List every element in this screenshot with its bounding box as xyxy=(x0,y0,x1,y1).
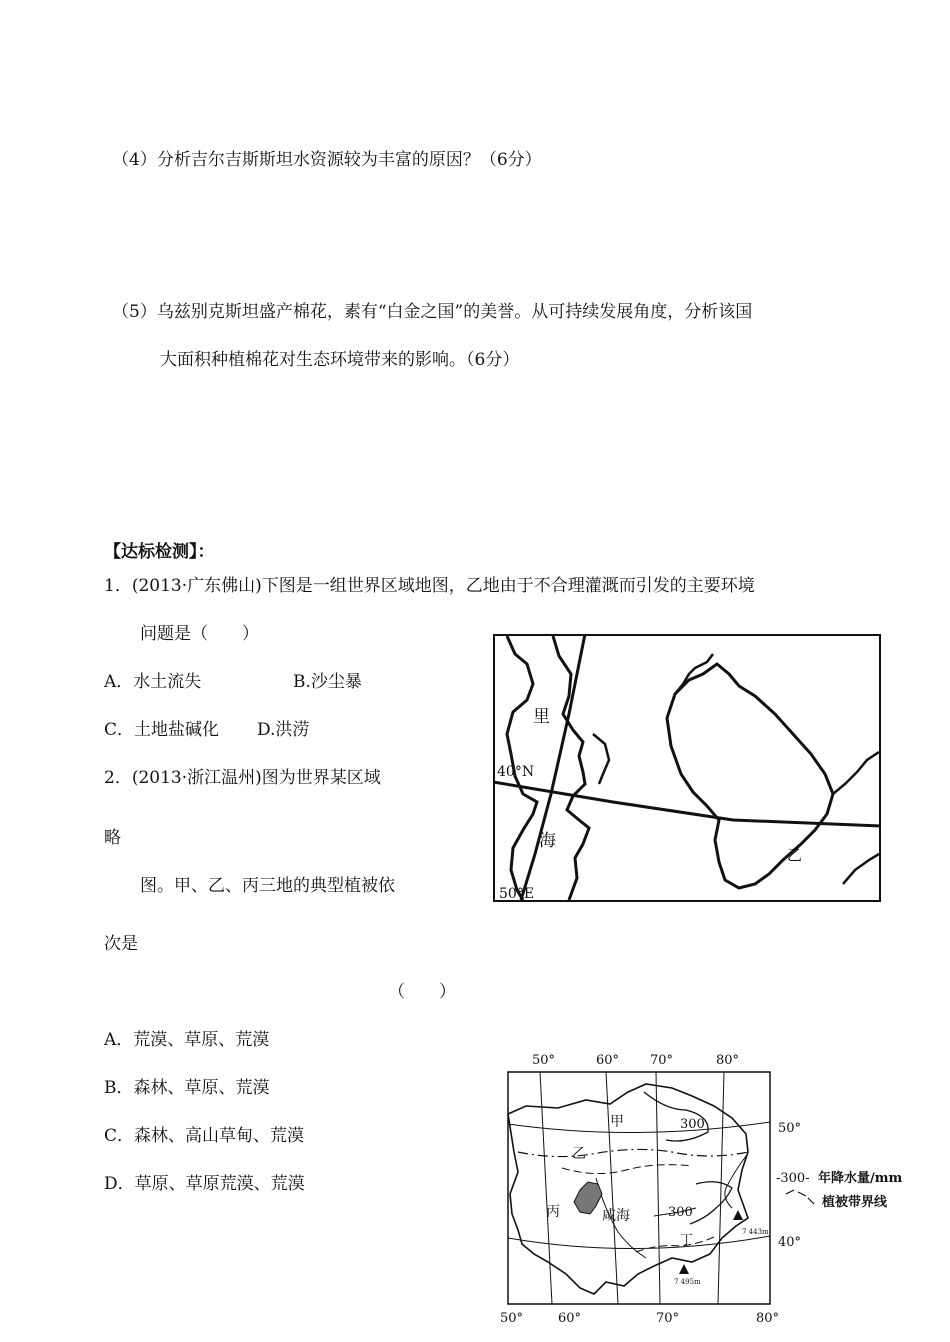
map2-label-yi: 乙 xyxy=(572,1146,586,1162)
question-2-option-b: B．森林、草原、荒漠 xyxy=(104,1078,270,1098)
map1-label-40n: 40°N xyxy=(497,764,535,780)
question-1-option-c: C．土地盐碱化 xyxy=(104,720,220,740)
section-title: 【达标检测】： xyxy=(104,542,215,562)
question-5-line2: 大面积种植棉花对生态环境带来的影响。（6分） xyxy=(160,350,520,370)
map2-elevation-east: 7 443m xyxy=(742,1228,769,1236)
map1-label-hai: 海 xyxy=(539,831,556,851)
map1-label-li: 里 xyxy=(533,707,550,727)
map2-bottom-label-80: 80° xyxy=(756,1311,780,1326)
question-2-line3: 图。甲、乙、丙三地的典型植被依 xyxy=(140,876,395,896)
map2-lat-40: 40° xyxy=(778,1235,802,1250)
question-2-line1: 2．(2013·浙江温州)图为世界某区域 xyxy=(104,768,381,788)
map2-lat-50: 50° xyxy=(778,1121,802,1136)
question-4: （4）分析吉尔吉斯斯坦水资源较为丰富的原因？（6分） xyxy=(112,150,542,170)
question-2-answer-paren: （ ） xyxy=(388,982,456,1002)
legend-veg-label: 植被带界线 xyxy=(822,1195,888,1210)
question-2-option-c: C．森林、高山草甸、荒漠 xyxy=(104,1126,305,1146)
question-1-option-a: A．水土流失 xyxy=(104,672,202,692)
question-2-option-a: A．荒漠、草原、荒漠 xyxy=(104,1030,270,1050)
map2-isohyet-300-mid: 300 xyxy=(668,1205,693,1220)
map2-label-xianhai: 咸海 xyxy=(602,1208,630,1224)
map1-label-50e: 50°E xyxy=(499,886,535,902)
map-central-asia xyxy=(496,1048,906,1330)
map2-label-ding: 丁 xyxy=(680,1233,694,1248)
map2-isohyet-300-top: 300 xyxy=(680,1117,705,1132)
question-1-option-b: B.沙尘暴 xyxy=(293,672,362,692)
map2-bottom-label-70: 70° xyxy=(656,1311,680,1326)
map-caspian-region xyxy=(493,634,881,902)
question-1-line2: 问题是（ ） xyxy=(140,624,259,644)
question-1-line1: 1．(2013·广东佛山)下图是一组世界区域地图，乙地由于不合理灌溉而引发的主要环境 xyxy=(104,576,755,596)
legend-precip-label: 年降水量/mm xyxy=(818,1171,903,1186)
question-2-line2: 略 xyxy=(104,828,121,848)
map2-bottom-label-50: 50° xyxy=(500,1311,524,1326)
map2-top-label-80: 80° xyxy=(716,1053,740,1068)
map2-top-label-60: 60° xyxy=(596,1053,620,1068)
question-5-line1: （5）乌兹别克斯坦盛产棉花，素有“白金之国”的美誉。从可持续发展角度，分析该国 xyxy=(112,302,753,322)
legend-precip-value: -300- xyxy=(776,1171,810,1186)
map2-elevation-south: 7 495m xyxy=(674,1278,701,1286)
map2-label-bing: 丙 xyxy=(546,1204,560,1220)
map2-bottom-label-60: 60° xyxy=(558,1311,582,1326)
map2-top-label-70: 70° xyxy=(650,1053,674,1068)
legend-veg-symbol xyxy=(786,1190,814,1204)
map1-label-yi: 乙 xyxy=(787,846,803,864)
question-2-line4: 次是 xyxy=(104,934,138,954)
question-1-option-d: D.洪涝 xyxy=(257,720,310,740)
map2-top-label-50: 50° xyxy=(532,1053,556,1068)
question-2-option-d: D．草原、草原荒漠、荒漠 xyxy=(104,1174,305,1194)
map2-label-jia: 甲 xyxy=(610,1114,624,1130)
